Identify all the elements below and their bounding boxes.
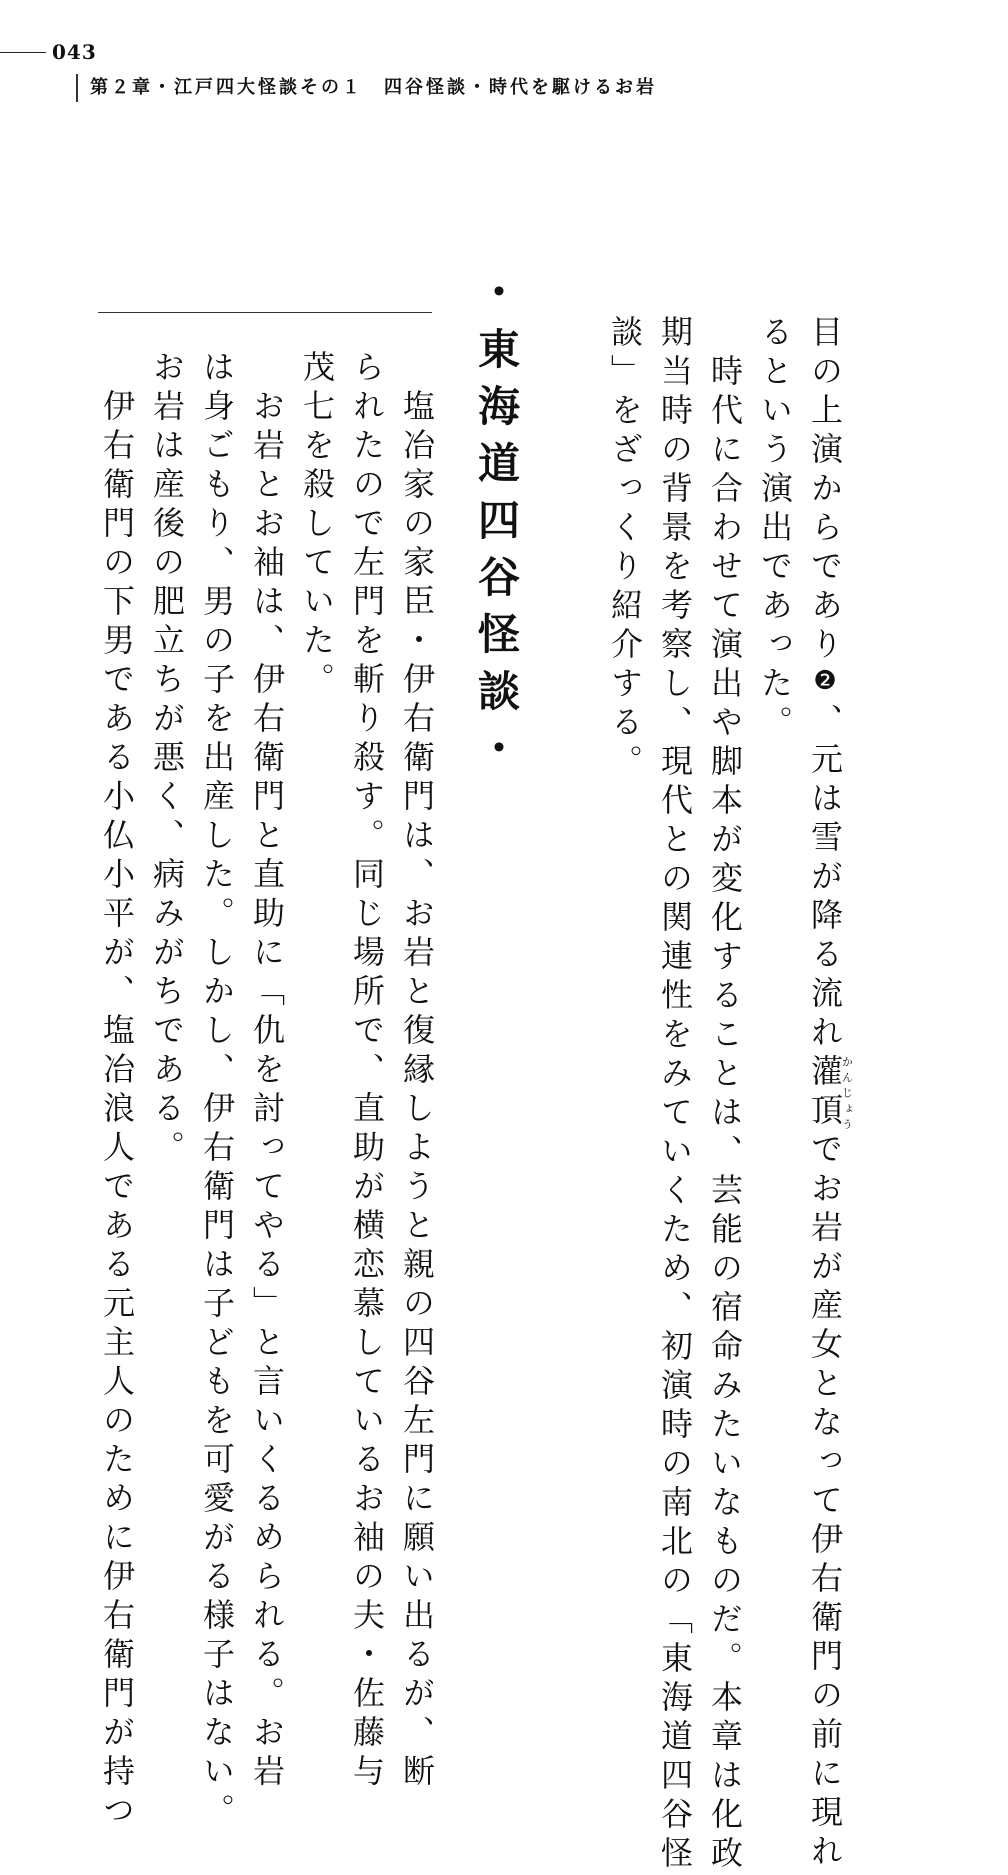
section-heading: ・東海道四谷怪談・	[472, 270, 521, 783]
intro-text: でお岩が産女となって伊右衛門の前に現れ	[806, 1132, 844, 1873]
intro-text: 目の上演からであり	[806, 315, 844, 666]
body-column-7: 伊右衛門の下男である小仏小平が、塩冶浪人である元主人のために伊右衛門が持つ	[98, 350, 136, 1832]
body-column-5: は身ごもり、男の子を出産した。しかし、伊右衛門は子どもを可愛がる様子はない。	[198, 350, 236, 1832]
section-rule	[98, 312, 432, 313]
intro-column-4: 期当時の背景を考察し、現代との関連性をみていくため、初演時の南北の「東海道四谷怪	[656, 315, 694, 1875]
body-column-6: お岩は産後の肥立ちが悪く、病みがちである。	[148, 350, 186, 1169]
intro-column-1	[800, 315, 853, 1873]
body-column-2: られたので左門を斬り殺す。同じ場所で、直助が横恋慕しているお袖の夫・佐藤与	[348, 350, 386, 1793]
chapter-running-title: 第２章・江戸四大怪談その１ 四谷怪談・時代を駆けるお岩	[90, 77, 657, 98]
intro-column-5: 談」をざっくり紹介する。	[606, 315, 644, 783]
header-rule	[0, 52, 46, 53]
intro-column-3: 時代に合わせて演出や脚本が変化することは、芸能の宿命みたいなものだ。本章は化政	[706, 315, 744, 1875]
body-column-1: 塩冶家の家臣・伊右衛門は、お岩と復縁しようと親の四谷左門に願い出るが、断	[398, 350, 436, 1793]
intro-column-2: るという演出であった。	[756, 315, 794, 744]
chapter-marker-bar	[76, 74, 78, 102]
footnote-marker-icon: ❷	[810, 666, 840, 703]
body-column-4: お岩とお袖は、伊右衛門と直助に「仇を討ってやる」と言いくるめられる。お岩	[248, 350, 286, 1793]
ruby-word: 灌頂かんじょう	[806, 1054, 854, 1132]
page-number: 043	[52, 40, 97, 64]
body-column-3: 茂七を殺していた。	[298, 350, 336, 701]
intro-text: 、元は雪が降る流れ	[806, 703, 844, 1054]
